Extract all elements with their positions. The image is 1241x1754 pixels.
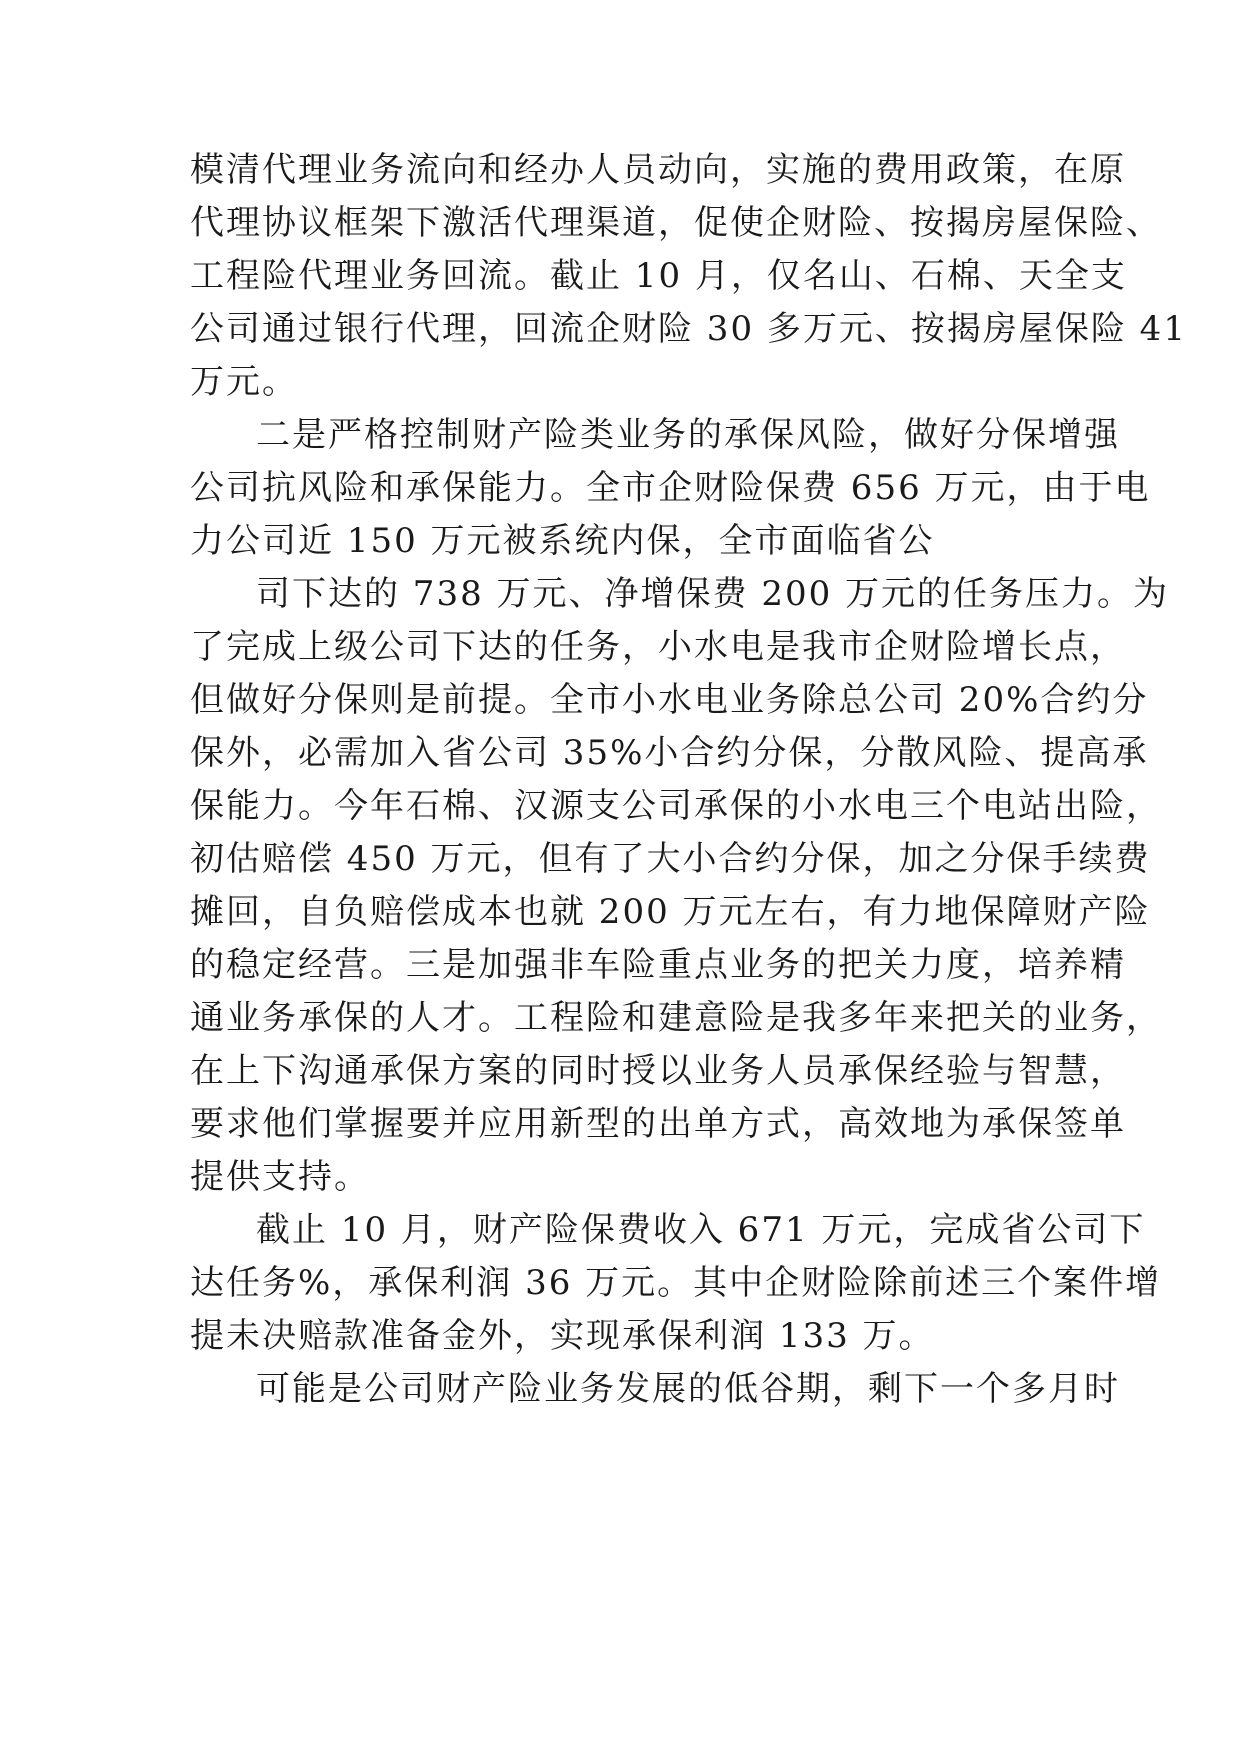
text-line: 通业务承保的人才。工程险和建意险是我多年来把关的业务， (190, 998, 1162, 1038)
text-line: 了完成上级公司下达的任务，小水电是我市企财险增长点， (190, 627, 1126, 667)
text-line: 保外，必需加入省公司 35%小合约分保，分散风险、提高承 (190, 733, 1149, 773)
text-line: 在上下沟通承保方案的同时授以业务人员承保经验与智慧， (190, 1051, 1126, 1091)
text-line: 司下达的 738 万元、净增保费 200 万元的任务压力。为 (256, 574, 1170, 614)
text-line: 要求他们掌握要并应用新型的出单方式，高效地为承保签单 (190, 1104, 1126, 1144)
text-line: 工程险代理业务回流。截止 10 月，仅名山、石棉、天全支 (190, 256, 1127, 296)
text-line: 截止 10 月，财产险保费收入 671 万元，完成省公司下 (256, 1210, 1146, 1250)
text-line: 可能是公司财产险业务发展的低谷期，剩下一个多月时 (256, 1369, 1120, 1409)
text-line: 但做好分保则是前提。全市小水电业务除总公司 20%合约分 (190, 680, 1149, 720)
text-line: 初估赔偿 450 万元，但有了大小合约分保，加之分保手续费 (190, 839, 1151, 879)
text-line: 摊回，自负赔偿成本也就 200 万元左右，有力地保障财产险 (190, 892, 1151, 932)
text-line: 提供支持。 (190, 1157, 370, 1197)
text-line: 代理协议框架下激活代理渠道，促使企财险、按揭房屋保险、 (190, 203, 1162, 243)
text-line: 保能力。今年石棉、汉源支公司承保的小水电三个电站出险， (190, 786, 1162, 826)
text-line: 万元。 (190, 362, 298, 402)
text-line: 力公司近 150 万元被系统内保，全市面临省公 (190, 521, 935, 561)
text-line: 公司抗风险和承保能力。全市企财险保费 656 万元，由于电 (190, 468, 1151, 508)
text-line: 提未决赔款准备金外，实现承保利润 133 万。 (190, 1316, 935, 1356)
text-line: 达任务%，承保利润 36 万元。其中企财险除前述三个案件增 (190, 1263, 1162, 1303)
text-line: 模清代理业务流向和经办人员动向，实施的费用政策，在原 (190, 150, 1126, 190)
text-line: 公司通过银行代理，回流企财险 30 多万元、按揭房屋保险 41 (190, 309, 1187, 349)
text-line: 的稳定经营。三是加强非车险重点业务的把关力度，培养精 (190, 945, 1126, 985)
text-line: 二是严格控制财产险类业务的承保风险，做好分保增强 (256, 415, 1120, 455)
